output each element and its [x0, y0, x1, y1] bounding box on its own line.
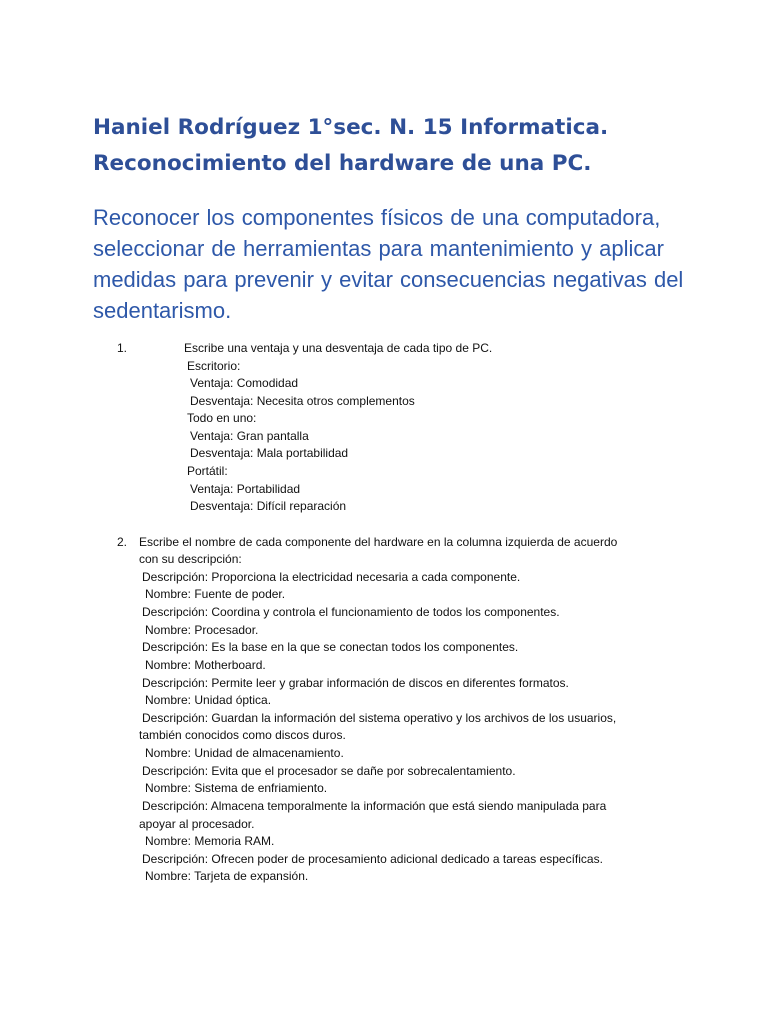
item-1-number: 1. — [117, 341, 128, 355]
item-1-prompt: Escribe una ventaja y una desventaja de cada tipo de PC. — [184, 341, 493, 355]
item-2-name: Nombre: Motherboard. — [145, 658, 266, 672]
item-2-name: Nombre: Unidad de almacenamiento. — [145, 746, 344, 760]
item-2-name: Nombre: Unidad óptica. — [145, 693, 272, 707]
item-2-description-continued: apoyar al procesador. — [139, 817, 255, 831]
item-2-name: Nombre: Memoria RAM. — [145, 834, 275, 848]
item-2-name: Nombre: Sistema de enfriamiento. — [145, 781, 328, 795]
item-2-description: Descripción: Proporciona la electricidad necesaria a cada componente. — [142, 570, 521, 584]
item-1-line: Ventaja: Comodidad — [190, 376, 299, 390]
item-2-name: Nombre: Fuente de poder. — [145, 587, 286, 601]
item-2-description: Descripción: Guardan la información del sistema operativo y los archivos de los usuarios, — [142, 711, 617, 725]
document-title: Haniel Rodríguez 1°sec. N. 15 Informatica. — [93, 115, 609, 140]
item-1-line: Ventaja: Gran pantalla — [190, 429, 309, 443]
item-1-category-escritorio: Escritorio: — [187, 359, 241, 373]
item-2-prompt-continued: con su descripción: — [139, 552, 242, 566]
item-1-category-todo-en-uno: Todo en uno: — [187, 411, 257, 425]
item-1-line: Desventaja: Difícil reparación — [190, 499, 347, 513]
item-1-line: Ventaja: Portabilidad — [190, 482, 301, 496]
item-2-description: Descripción: Almacena temporalmente la información que está siendo manipulada para — [142, 799, 607, 813]
intro-paragraph: Reconocer los componentes físicos de una computadora, seleccionar de herramientas para mantenimiento y aplicar medidas para prevenir y evitar consecuencias negativas del sedentarismo. — [93, 205, 684, 323]
item-2-name: Nombre: Tarjeta de expansión. — [145, 869, 309, 883]
item-1-line: Desventaja: Necesita otros complementos — [190, 394, 415, 408]
item-1-category-portatil: Portátil: — [187, 464, 228, 478]
item-1-line: Desventaja: Mala portabilidad — [190, 446, 349, 460]
item-2-description: Descripción: Ofrecen poder de procesamiento adicional dedicado a tareas específicas. — [142, 852, 603, 866]
item-2-prompt: Escribe el nombre de cada componente del hardware en la columna izquierda de acuerdo — [139, 535, 618, 549]
item-2-description: Descripción: Coordina y controla el funcionamiento de todos los componentes. — [142, 605, 560, 619]
item-2-description: Descripción: Es la base en la que se conectan todos los componentes. — [142, 640, 519, 654]
item-2-description: Descripción: Permite leer y grabar información de discos en diferentes formatos. — [142, 676, 569, 690]
document-subtitle: Reconocimiento del hardware de una PC. — [93, 151, 592, 176]
item-2-name: Nombre: Procesador. — [145, 623, 259, 637]
item-2-description-continued: también conocidos como discos duros. — [139, 728, 346, 742]
item-2-number: 2. — [117, 535, 128, 549]
item-2-description: Descripción: Evita que el procesador se dañe por sobrecalentamiento. — [142, 764, 516, 778]
